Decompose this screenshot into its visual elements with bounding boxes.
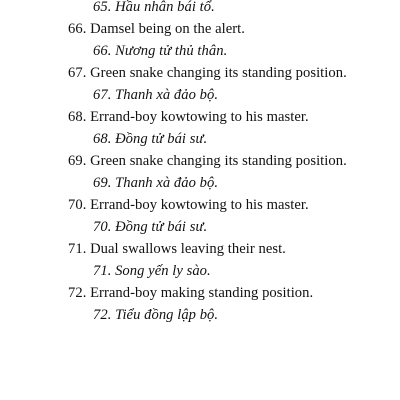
entry-71-english: 71. Dual swallows leaving their nest. <box>68 241 286 257</box>
entry-69-english: 69. Green snake changing its standing position. <box>68 153 347 169</box>
entry-65-vietnamese: 65. Hầu nhân bái tổ. <box>93 0 215 15</box>
entry-69-vietnamese: 69. Thanh xà đảo bộ. <box>93 175 219 191</box>
entry-67-vietnamese: 67. Thanh xà đảo bộ. <box>93 87 219 103</box>
entry-68-vietnamese: 68. Đồng tử bái sư. <box>93 131 208 147</box>
entry-66-vietnamese: 66. Nương tử thủ thân. <box>93 43 228 59</box>
entry-72-vietnamese: 72. Tiểu đồng lập bộ. <box>93 307 219 323</box>
entry-66-english: 66. Damsel being on the alert. <box>68 21 245 37</box>
entry-70-english: 70. Errand-boy kowtowing to his master. <box>68 197 309 213</box>
entry-68-english: 68. Errand-boy kowtowing to his master. <box>68 109 309 125</box>
entry-70-vietnamese: 70. Đồng tử bái sư. <box>93 219 208 235</box>
entry-71-vietnamese: 71. Song yến ly sào. <box>93 263 211 279</box>
entry-72-english: 72. Errand-boy making standing position. <box>68 285 314 301</box>
entry-67-english: 67. Green snake changing its standing position. <box>68 65 347 81</box>
